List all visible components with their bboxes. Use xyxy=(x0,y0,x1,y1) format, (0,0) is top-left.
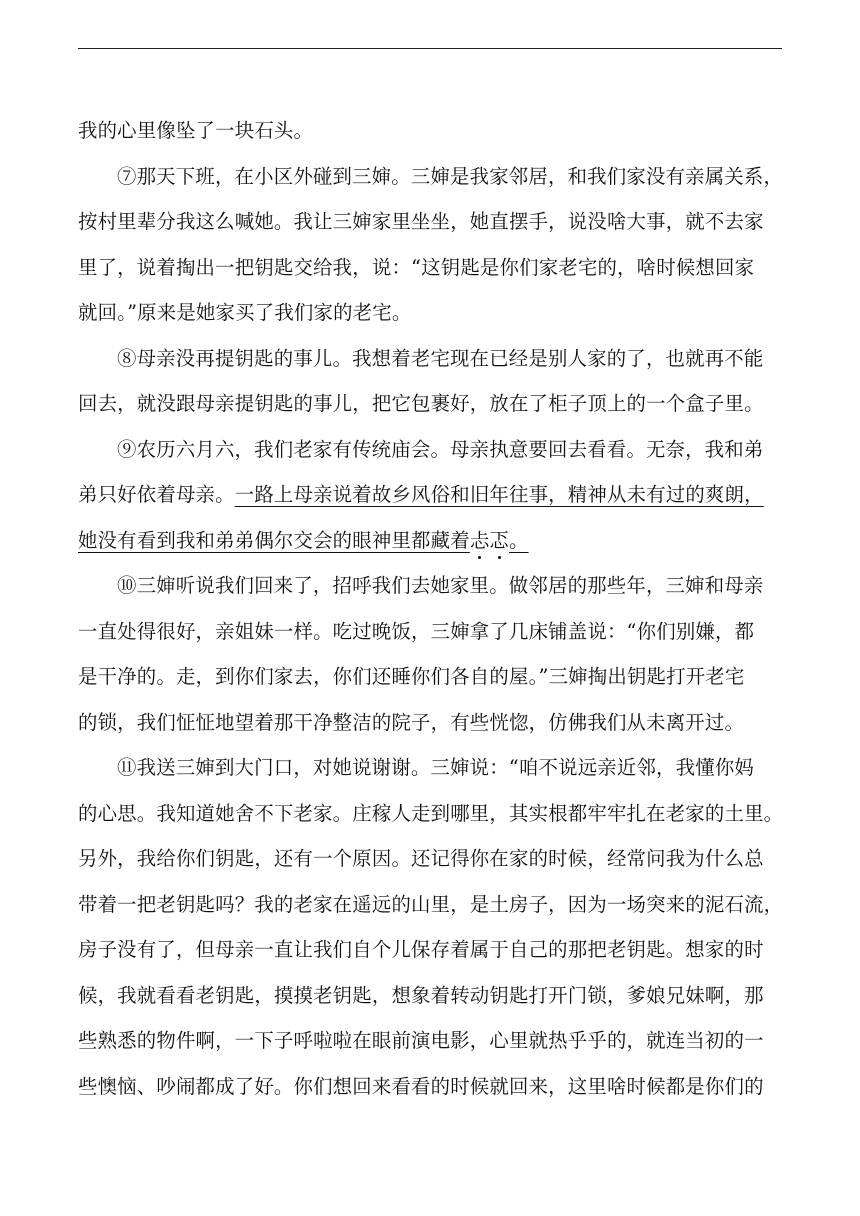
article-body xyxy=(78,108,788,1109)
text-line: 些懊恼、吵闹都成了好。你们想回来看看的时候就回来，这里啥时候都是你们的 xyxy=(78,1074,764,1098)
underlined-sentence: 一路上母亲说着故乡风俗和旧年往事，精神从未有过的爽朗， xyxy=(234,483,764,506)
paragraph-11-start: ⑪我送三婶到大门口，对她说谢谢。三婶说：“咱不说远亲近邻，我懂你妈 xyxy=(117,756,755,779)
header-rule xyxy=(78,48,782,49)
text-line: 我的心里像坠了一块石头。 xyxy=(78,119,314,142)
paragraph-9-start: ⑨农历六月六，我们老家有传统庙会。母亲执意要回去看看。无奈，我和弟 xyxy=(117,437,764,461)
text-line: 房子没有了，但母亲一直让我们自个儿保存着属于自己的那把老钥匙。想家的时 xyxy=(78,938,764,961)
paragraph-8-start: ⑧母亲没再提钥匙的事儿。我想着老宅现在已经是别人家的了，也就再不能 xyxy=(117,346,764,370)
text-line: 候，我就看看老钥匙，摸摸老钥匙，想象着转动钥匙打开门锁，爹娘兄妹啊，那 xyxy=(78,983,764,1007)
text-line: 是干净的。走，到你们家去，你们还睡你们各自的屋。”三婶掏出钥匙打开老宅 xyxy=(78,665,745,688)
text-segment: 她没有看到我和弟弟偶尔交会的眼神里都藏着 xyxy=(78,528,470,552)
text-segment: 。 xyxy=(509,528,529,552)
text-line: 的锁，我们怔怔地望着那干净整洁的院子，有些恍惚，仿佛我们从未离开过。 xyxy=(78,710,745,734)
text-segment: 弟只好依着母亲。 xyxy=(78,483,235,506)
emphasis-dot-char: 忑 xyxy=(489,518,509,564)
text-line: 就回。”原来是她家买了我们家的老宅。 xyxy=(78,301,412,324)
emphasis-dot-char: 忐 xyxy=(470,518,490,564)
text-line: 的心思。我知道她舍不下老家。庄稼人走到哪里，其实根都牢牢扎在老家的土里。 xyxy=(78,801,784,825)
text-line: 回去，就没跟母亲提钥匙的事儿，把它包裹好，放在了柜子顶上的一个盒子里。 xyxy=(78,392,764,415)
text-line: 另外，我给你们钥匙，还有一个原因。还记得你在家的时候，经常问我为什么总 xyxy=(78,847,764,870)
text-line xyxy=(78,518,788,564)
text-line: 些熟悉的物件啊，一下子呼啦啦在眼前演电影，心里就热乎乎的，就连当初的一 xyxy=(78,1029,764,1052)
text-line xyxy=(78,472,788,518)
text-line: 按村里辈分我这么喊她。我让三婶家里坐坐，她直摆手，说没啥大事，就不去家 xyxy=(78,210,764,233)
text-line: 里了，说着掏出一把钥匙交给我，说：“这钥匙是你们家老宅的，啥时候想回家 xyxy=(78,255,755,279)
text-line: 一直处得很好，亲姐妹一样。吃过晚饭，三婶拿了几床铺盖说：“你们别嫌，都 xyxy=(78,619,755,643)
text-line: 带着一把老钥匙吗？我的老家在遥远的山里，是土房子，因为一场突来的泥石流， xyxy=(78,892,784,916)
paragraph-7-start: ⑦那天下班，在小区外碰到三婶。三婶是我家邻居，和我们家没有亲属关系， xyxy=(117,164,784,188)
paragraph-10-start: ⑩三婶听说我们回来了，招呼我们去她家里。做邻居的那些年，三婶和母亲 xyxy=(117,574,764,597)
underlined-sentence-cont xyxy=(78,529,529,552)
